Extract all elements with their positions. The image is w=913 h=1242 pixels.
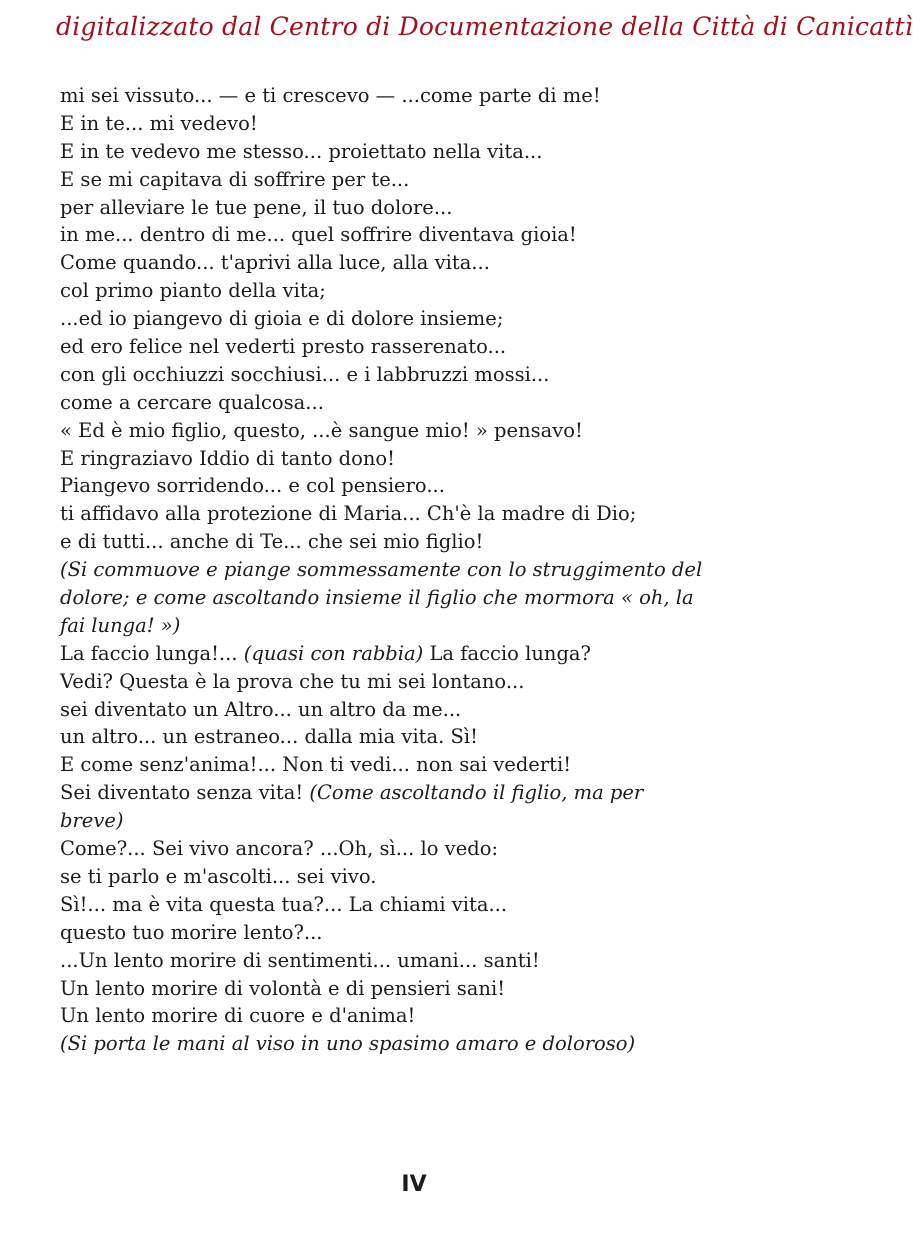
text-line: « Ed è mio figlio, questo, ...è sangue mio! » pensavo! [60, 418, 583, 442]
text-line: E se mi capitava di soffrire per te... [60, 167, 410, 191]
text-line: come a cercare qualcosa... [60, 390, 324, 414]
text-line: E in te... mi vedevo! [60, 111, 258, 135]
stage-direction-line: (Si porta le mani al viso in uno spasimo amaro e doloroso) [60, 1032, 636, 1056]
text-line: ...ed io piangevo di gioia e di dolore insieme; [60, 307, 504, 331]
stage-direction-line: fai lunga! ») [60, 613, 181, 637]
text-line: Come?... Sei vivo ancora? ...Oh, sì... lo vedo: [60, 837, 499, 861]
stage-direction-line: (Si commuove e piange sommessamente con lo struggimento del [60, 558, 703, 582]
text-line: ...Un lento morire di sentimenti... umani... santi! [60, 948, 540, 972]
text-line: Un lento morire di cuore e d'anima! [60, 1004, 416, 1028]
text-line: E in te vedevo me stesso... proiettato nella vita... [60, 139, 543, 163]
text-line: E ringraziavo Iddio di tanto dono! [60, 446, 395, 470]
text-line-mixed [60, 640, 760, 668]
text-line: Vedi? Questa è la prova che tu mi sei lontano... [60, 669, 525, 693]
page-number: IV [401, 1172, 427, 1197]
stage-direction-line: dolore; e come ascoltando insieme il figlio che mormora « oh, la [60, 586, 694, 610]
text-line: ti affidavo alla protezione di Maria... Ch'è la madre di Dio; [60, 502, 637, 526]
text-line: se ti parlo e m'ascolti... sei vivo. [60, 864, 377, 888]
text-line: E come senz'anima!... Non ti vedi... non sai vederti! [60, 753, 572, 777]
text-line: ed ero felice nel vederti presto rasserenato... [60, 335, 507, 359]
text-line: Come quando... t'aprivi alla luce, alla vita... [60, 251, 490, 275]
stage-direction: (Come ascoltando il figlio, ma per [309, 781, 644, 805]
text-segment: La faccio lunga!... [60, 641, 244, 665]
text-line: Sì!... ma è vita questa tua?... La chiami vita... [60, 892, 508, 916]
text-segment: Sei diventato senza vita! [60, 781, 310, 805]
text-line: mi sei vissuto... — e ti crescevo — ...come parte di me! [60, 84, 601, 107]
poem-text [60, 82, 760, 1058]
text-line: per alleviare le tue pene, il tuo dolore... [60, 195, 453, 219]
text-line: e di tutti... anche di Te... che sei mio figlio! [60, 530, 484, 554]
text-line: Piangevo sorridendo... e col pensiero... [60, 474, 445, 498]
text-line-mixed [60, 779, 760, 807]
text-line: con gli occhiuzzi socchiusi... e i labbruzzi mossi... [60, 362, 550, 386]
text-line: col primo pianto della vita; [60, 279, 326, 303]
text-line: in me... dentro di me... quel soffrire diventava gioia! [60, 223, 577, 247]
text-line: Un lento morire di volontà e di pensieri sani! [60, 976, 506, 1000]
text-line: un altro... un estraneo... dalla mia vita. Sì! [60, 725, 478, 749]
stage-direction-line: breve) [60, 809, 124, 833]
digitization-watermark: digitalizzato dal Centro di Documentazione della Città di Canicattì [56, 12, 913, 41]
text-segment: La faccio lunga? [423, 641, 592, 665]
stage-direction: (quasi con rabbia) [243, 641, 424, 665]
text-line: questo tuo morire lento?... [60, 920, 323, 944]
text-line: sei diventato un Altro... un altro da me... [60, 697, 462, 721]
